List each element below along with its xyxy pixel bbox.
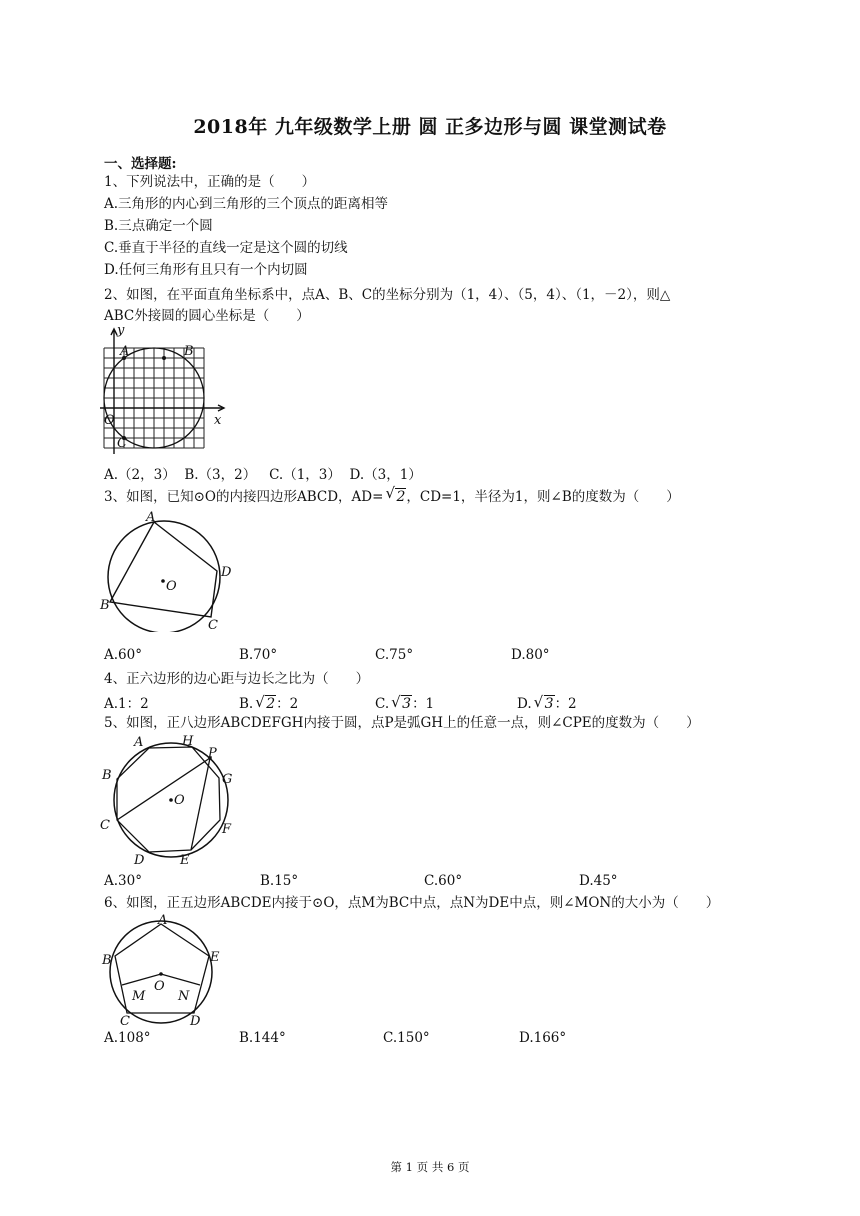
- q5-label-b: B: [102, 768, 112, 783]
- q2-option-a: A.（2，3）: [104, 467, 176, 483]
- q3-circle-figure: [98, 508, 238, 632]
- q1-option-c: C.垂直于半径的直线一定是这个圆的切线: [104, 240, 348, 256]
- q5-label-f: F: [222, 822, 232, 837]
- q3-label-o: O: [166, 579, 177, 594]
- q2-label-b: B: [184, 344, 194, 359]
- q5-label-a: A: [134, 735, 144, 750]
- q3-option-a: A.60°: [104, 647, 142, 663]
- q6-label-o: O: [154, 979, 165, 994]
- q4-option-c-suffix: ：1: [412, 696, 435, 712]
- q6-option-b: B.144°: [239, 1030, 286, 1046]
- q4-option-d-arg: 3: [544, 696, 554, 712]
- q6-label-m: M: [132, 989, 146, 1004]
- q5-label-h: H: [182, 734, 194, 749]
- q3-option-b: B.70°: [239, 647, 278, 663]
- q3-stem-pre: 3、如图，已知⊙O的内接四边形ABCD，AD=: [104, 489, 384, 505]
- q2-label-x: x: [214, 413, 222, 428]
- page-footer: 第 1 页 共 6 页: [390, 1160, 470, 1174]
- q5-label-e: E: [180, 853, 190, 868]
- q1-option-a: A.三角形的内心到三角形的三个顶点的距离相等: [104, 196, 389, 212]
- q2-label-a: A: [120, 344, 130, 359]
- q5-label-c: C: [100, 818, 110, 833]
- q5-octagon-figure: [98, 732, 238, 872]
- q4-option-d-suffix: ：2: [554, 696, 577, 712]
- q5-label-g: G: [222, 772, 233, 787]
- q6-pentagon-figure: [98, 912, 230, 1030]
- q2-label-y: y: [117, 326, 125, 338]
- q3-stem: [104, 484, 680, 507]
- q5-label-d: D: [134, 853, 145, 868]
- q2-grid-figure: [98, 326, 228, 454]
- q4-option-d-sqrt: √ 3: [533, 693, 554, 712]
- q4-option-c: [375, 692, 434, 712]
- q6-label-n: N: [178, 989, 190, 1004]
- q4-option-d: [517, 692, 577, 712]
- q2-option-b: B.（3，2）: [184, 467, 257, 483]
- q5-option-b: B.15°: [260, 873, 299, 889]
- q5-stem: 5、如图，正八边形ABCDEFGH内接于圆，点P是弧GH上的任意一点，则∠CPE的度数为（ ）: [104, 715, 700, 731]
- q3-option-d: D.80°: [511, 647, 550, 663]
- q5-option-c: C.60°: [424, 873, 463, 889]
- page-title: 2018年 九年级数学上册 圆 正多边形与圆 课堂测试卷: [193, 116, 667, 138]
- q6-label-e: E: [210, 950, 220, 965]
- q6-label-c: C: [120, 1014, 130, 1029]
- q2-stem-line1: 2、如图，在平面直角坐标系中，点A、B、C的坐标分别为（1，4）、（5，4）、（1，－2），则△: [104, 287, 671, 303]
- q4-option-b-sqrt: √ 2: [255, 693, 276, 712]
- q4-stem: 4、正六边形的边心距与边长之比为（ ）: [104, 671, 370, 687]
- q2-label-o: O: [104, 413, 115, 428]
- section-heading: 一、选择题:: [104, 156, 177, 172]
- q2-option-d: D.（3，1）: [349, 467, 422, 483]
- q4-option-c-arg: 3: [402, 696, 412, 712]
- q2-options: [104, 465, 422, 485]
- q4-option-a: A.1：2: [104, 696, 149, 712]
- q4-option-b-suffix: ：2: [276, 696, 299, 712]
- q4-option-b-arg: 2: [266, 696, 276, 712]
- q5-option-d: D.45°: [579, 873, 618, 889]
- q6-label-b: B: [102, 953, 112, 968]
- q3-option-c: C.75°: [375, 647, 414, 663]
- q6-label-a: A: [158, 913, 168, 928]
- q3-label-a: A: [146, 510, 156, 525]
- q6-stem: 6、如图，正五边形ABCDE内接于⊙O，点M为BC中点，点N为DE中点，则∠MON的大小为（ ）: [104, 895, 720, 911]
- q4-option-b-prefix: B.: [239, 696, 254, 712]
- q2-label-c: C: [117, 436, 127, 451]
- q5-label-o: O: [174, 793, 185, 808]
- q3-label-b: B: [100, 598, 110, 613]
- q4-option-d-prefix: D.: [517, 696, 532, 712]
- q2-option-c: C.（1，3）: [269, 467, 341, 483]
- q6-option-d: D.166°: [519, 1030, 567, 1046]
- q1-stem: 1、下列说法中，正确的是（ ）: [104, 174, 316, 190]
- q6-option-a: A.108°: [104, 1030, 151, 1046]
- q3-sqrt-arg: 2: [396, 489, 406, 505]
- q1-option-b: B.三点确定一个圆: [104, 218, 213, 234]
- q3-label-c: C: [208, 618, 218, 632]
- q4-option-c-prefix: C.: [375, 696, 390, 712]
- q6-label-d: D: [190, 1014, 201, 1029]
- q5-label-p: P: [208, 746, 217, 761]
- q4-option-c-sqrt: √ 3: [391, 693, 412, 712]
- q2-stem-line2: ABC外接圆的圆心坐标是（ ）: [104, 308, 310, 324]
- q1-option-d: D.任何三角形有且只有一个内切圆: [104, 262, 308, 278]
- q6-option-c: C.150°: [383, 1030, 430, 1046]
- q5-option-a: A.30°: [104, 873, 142, 889]
- q3-stem-post: ，CD=1，半径为1，则∠B的度数为（ ）: [406, 489, 680, 505]
- q3-label-d: D: [221, 565, 232, 580]
- q4-option-b: [239, 692, 298, 712]
- q3-sqrt: √ 2: [385, 484, 406, 505]
